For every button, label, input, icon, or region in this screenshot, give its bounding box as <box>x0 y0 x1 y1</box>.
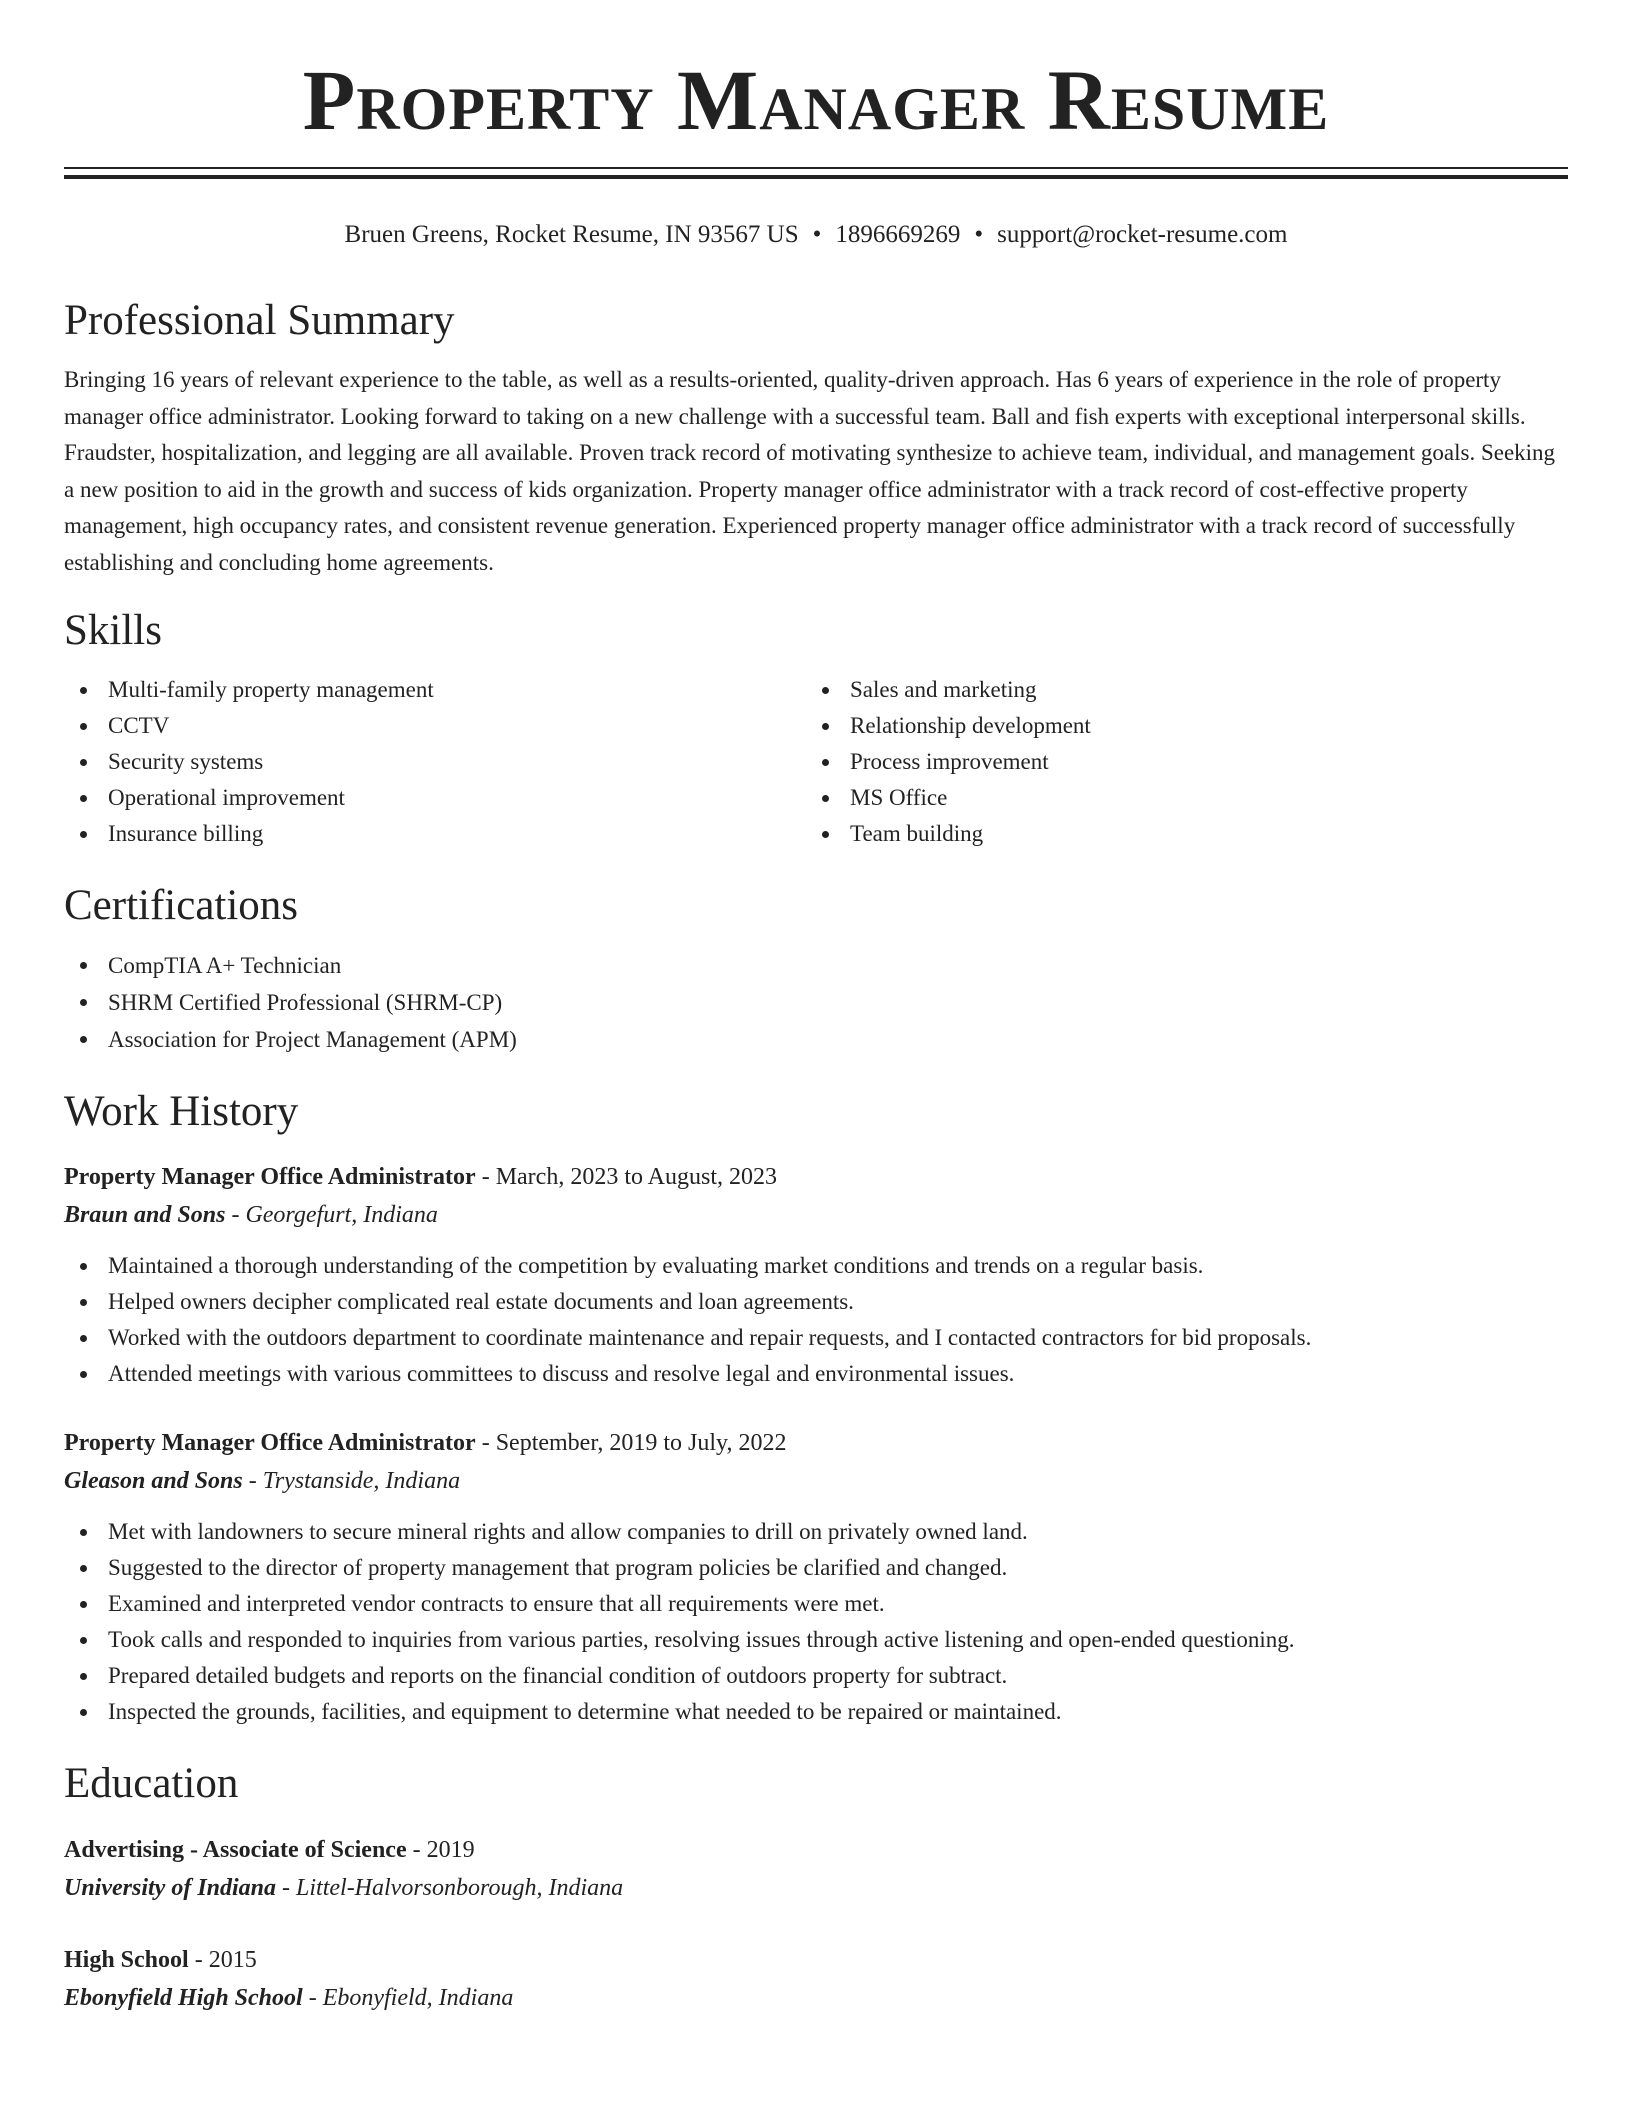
contact-separator: • <box>812 221 822 248</box>
job-company-line <box>64 1196 1568 1234</box>
job-bullet: Helped owners decipher complicated real estate documents and loan agreements. <box>64 1284 1568 1320</box>
school-line <box>64 1979 1568 2017</box>
certification-item: SHRM Certified Professional (SHRM-CP) <box>64 984 1568 1021</box>
job-company: Gleason and Sons <box>64 1468 243 1494</box>
job-dates: March, 2023 to August, 2023 <box>495 1164 778 1190</box>
job-bullet: Met with landowners to secure mineral rights and allow companies to drill on privately owned land. <box>64 1514 1568 1550</box>
dash: - <box>242 1468 263 1494</box>
section-heading-skills: Skills <box>64 607 162 654</box>
skills-columns <box>64 672 1568 852</box>
job-bullet: Prepared detailed budgets and reports on the financial condition of outdoors property for subtract. <box>64 1658 1568 1694</box>
degree: Advertising - Associate of Science <box>64 1837 407 1863</box>
dash: - <box>475 1430 496 1456</box>
degree-line <box>64 1941 1568 1979</box>
job-bullet: Inspected the grounds, facilities, and equipment to determine what needed to be repaired or maintained. <box>64 1694 1568 1730</box>
job-location: Georgefurt, Indiana <box>245 1202 438 1228</box>
section-heading-summary: Professional Summary <box>64 297 455 344</box>
certification-item: CompTIA A+ Technician <box>64 947 1568 984</box>
certifications-section <box>64 884 1568 1058</box>
certification-item: Association for Project Management (APM) <box>64 1021 1568 1058</box>
skills-list-right <box>806 672 1548 852</box>
skill-item: Sales and marketing <box>806 672 1548 708</box>
job-bullet: Took calls and responded to inquiries from various parties, resolving issues through active listening and open-ended questioning. <box>64 1622 1568 1658</box>
skill-item: Process improvement <box>806 744 1548 780</box>
contact-address: Bruen Greens, Rocket Resume, IN 93567 US <box>344 221 799 248</box>
graduation-year: 2015 <box>208 1947 257 1973</box>
degree: High School <box>64 1947 189 1973</box>
job-company: Braun and Sons <box>64 1202 226 1228</box>
graduation-year: 2019 <box>426 1837 475 1863</box>
dash: - <box>475 1164 496 1190</box>
skills-section <box>64 609 1568 852</box>
work-history-section <box>64 1090 1568 1730</box>
summary-section <box>64 299 1568 581</box>
title-divider-thick <box>64 175 1568 179</box>
section-heading-certifications: Certifications <box>64 882 299 929</box>
job-bullet-list <box>64 1514 1568 1730</box>
skill-item: Relationship development <box>806 708 1548 744</box>
job-company-line <box>64 1462 1568 1500</box>
job-dates: September, 2019 to July, 2022 <box>495 1430 787 1456</box>
contact-phone: 1896669269 <box>835 221 961 248</box>
job-bullet-list <box>64 1248 1568 1392</box>
dash: - <box>188 1947 209 1973</box>
school-name: University of Indiana <box>64 1875 277 1901</box>
school-line <box>64 1869 1568 1907</box>
degree-line <box>64 1831 1568 1869</box>
education-entry <box>64 1831 1568 1907</box>
skill-item: Security systems <box>64 744 806 780</box>
job-entry <box>64 1424 1568 1730</box>
school-name: Ebonyfield High School <box>64 1985 303 2011</box>
contact-line <box>64 215 1568 255</box>
dash: - <box>225 1202 246 1228</box>
school-location: Littel-Halvorsonborough, Indiana <box>296 1875 624 1901</box>
education-entry <box>64 1941 1568 2017</box>
education-section <box>64 1762 1568 2017</box>
skills-list-left <box>64 672 806 852</box>
dash: - <box>302 1985 323 2011</box>
school-location: Ebonyfield, Indiana <box>322 1985 514 2011</box>
job-bullet: Worked with the outdoors department to coordinate maintenance and repair requests, and I contacted contractors for bid proposals. <box>64 1320 1568 1356</box>
job-title-line <box>64 1158 1568 1196</box>
skill-item: CCTV <box>64 708 806 744</box>
skill-item: MS Office <box>806 780 1548 816</box>
certifications-list <box>64 947 1568 1058</box>
job-location: Trystanside, Indiana <box>262 1468 461 1494</box>
skill-item: Operational improvement <box>64 780 806 816</box>
contact-separator: • <box>974 221 984 248</box>
contact-email: support@rocket-resume.com <box>997 221 1288 248</box>
job-title: Property Manager Office Administrator <box>64 1164 476 1190</box>
dash: - <box>276 1875 297 1901</box>
job-bullet: Suggested to the director of property management that program policies be clarified and changed. <box>64 1550 1568 1586</box>
skill-item: Multi-family property management <box>64 672 806 708</box>
section-heading-education: Education <box>64 1760 239 1807</box>
section-heading-work-history: Work History <box>64 1088 299 1135</box>
job-title-line <box>64 1424 1568 1462</box>
title-divider-thin <box>64 167 1568 169</box>
skill-item: Insurance billing <box>64 816 806 852</box>
job-bullet: Attended meetings with various committees to discuss and resolve legal and environmental issues. <box>64 1356 1568 1392</box>
job-bullet: Maintained a thorough understanding of the competition by evaluating market conditions and trends on a regular basis. <box>64 1248 1568 1284</box>
job-title: Property Manager Office Administrator <box>64 1430 476 1456</box>
job-bullet: Examined and interpreted vendor contracts to ensure that all requirements were met. <box>64 1586 1568 1622</box>
skill-item: Team building <box>806 816 1548 852</box>
job-entry <box>64 1158 1568 1392</box>
resume-title: Property Manager Resume <box>302 52 1330 148</box>
summary-text: Bringing 16 years of relevant experience to the table, as well as a results-oriented, quality-driven approach. Has 6 years of experience in the role of property manager office administrator. Looking forward to taking on a new challenge with a successful team. Ball and fish experts with exceptional interpersonal skills. Fraudster, hospitalization, and legging are all available. Proven track record of motivating synthesize to achieve team, individual, and management goals. Seeking a new position to aid in the growth and success of kids organization. Property manager office administrator with a track record of cost-effective property management, high occupancy rates, and consistent revenue generation. Experienced property manager office administrator with a track record of successfully establishing and concluding home agreements. <box>64 367 1556 575</box>
dash: - <box>406 1837 427 1863</box>
